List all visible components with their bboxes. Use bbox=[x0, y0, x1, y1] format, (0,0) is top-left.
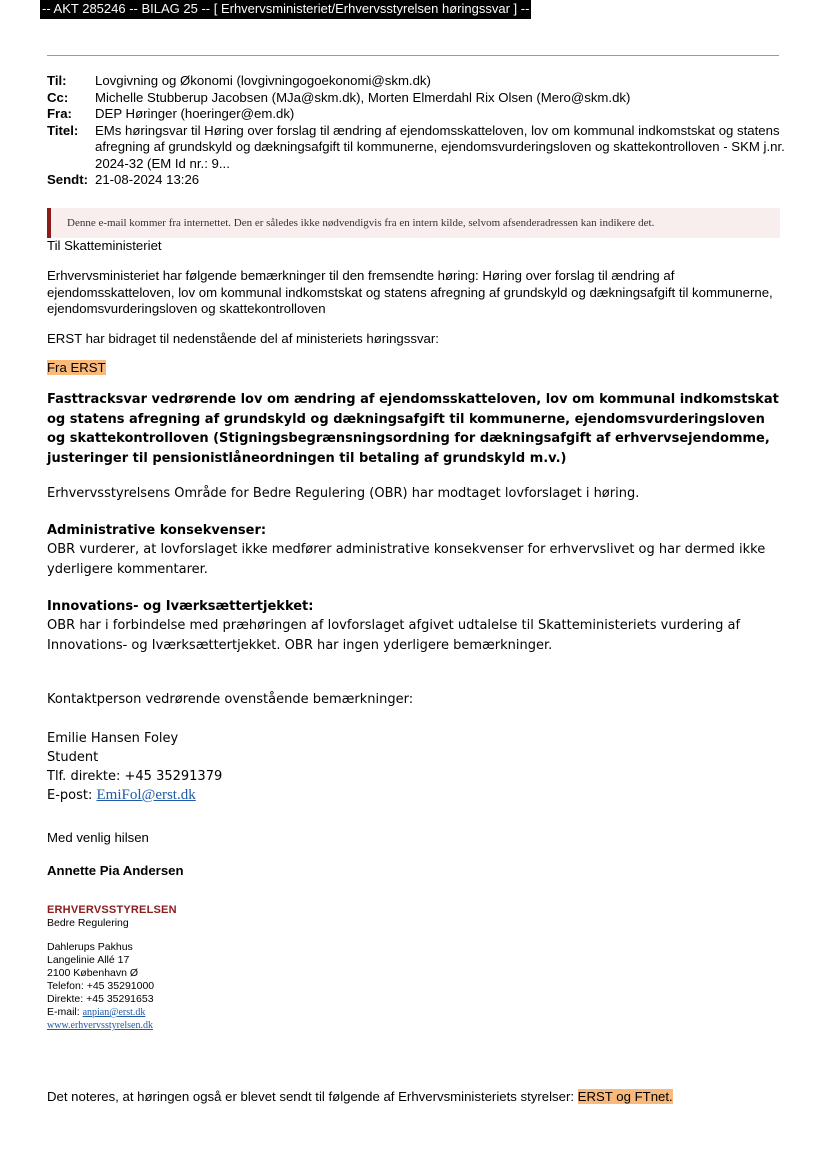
external-email-warning: Denne e-mail kommer fra internettet. Den er således ikke nødvendigvis fra en intern kilde, selvom afsenderadressen kan indikere det. bbox=[47, 208, 780, 238]
header-value-to: Lovgivning og Økonomi (lovgivningogoekonomi@skm.dk) bbox=[95, 73, 431, 88]
contact-email-link[interactable]: EmiFol@erst.dk bbox=[96, 787, 196, 803]
header-label: Cc: bbox=[47, 89, 69, 105]
email-headers bbox=[47, 73, 787, 189]
response-heading: Fasttracksvar vedrørende lov om ændring af ejendomsskatteloven, lov om kommunal indkomstskat og statens afregning af grundskyld og dækningsafgift til kommunerne, ejendomsvurderingsloven og skattekontrolloven (Stigningsbegrænsningsordning for dækningsafgift af erhvervsejendomme, justeringer til pensionistlåneordningen til betaling af grundskyld m.v.) bbox=[47, 392, 779, 466]
signature-organization: ERHVERVSSTYRELSEN bbox=[47, 904, 177, 916]
greeting: Til Skatteministeriet bbox=[47, 238, 162, 253]
contact-title: Student bbox=[47, 750, 99, 765]
header-label: Sendt: bbox=[47, 172, 89, 187]
header-value-title: EMs høringsvar til Høring over forslag til ændring af ejendomsskatteloven, lov om kommunal indkomstskat og statens afregning af grundskyld og dækningsafgift til kommunerne, ejendomsvurderingsloven og skattekontrolloven - SKM j.nr. 2024-32 (EM Id nr.: 9... bbox=[95, 122, 785, 171]
header-value-sent: 21-08-2024 13:26 bbox=[95, 172, 200, 187]
signature-web-line bbox=[47, 1019, 153, 1033]
from-erst-tag: Fra ERST bbox=[47, 360, 106, 375]
signature-address-2: Langelinie Allé 17 bbox=[47, 954, 130, 966]
contribution-note: ERST har bidraget til nedenstående del af ministeriets høringssvar: bbox=[47, 331, 439, 346]
signature-address-3: 2100 København Ø bbox=[47, 967, 139, 979]
header-label: Fra: bbox=[47, 106, 72, 121]
contact-email-label: E-post: bbox=[47, 788, 97, 803]
contact-intro: Kontaktperson vedrørende ovenstående bemærkninger: bbox=[47, 692, 414, 707]
from-erst-tag-wrap bbox=[47, 360, 782, 377]
document-banner: -- AKT 285246 -- BILAG 25 -- [ Erhvervsministeriet/Erhvervsstyrelsen høringssvar ] -- bbox=[40, 0, 531, 19]
signature-phone: Telefon: +45 35291000 bbox=[47, 980, 155, 992]
header-row-cc bbox=[47, 90, 787, 107]
contact-phone: Tlf. direkte: +45 35291379 bbox=[47, 769, 223, 784]
signature-email-label: E-mail: bbox=[47, 1006, 83, 1018]
intro-paragraph: Erhvervsministeriet har følgende bemærkninger til den fremsendte høring: Høring over forslag til ændring af ejendomsskatteloven, lov om kommunal indkomstskat og statens afregning af grundskyld og dækningsafgift til kommunerne, ejendomsvurderingsloven og skattekontrolloven bbox=[47, 268, 773, 316]
header-divider bbox=[47, 55, 779, 56]
header-row-to bbox=[47, 73, 787, 90]
header-value-from: DEP Høringer (hoeringer@em.dk) bbox=[95, 106, 295, 121]
signature-email-line bbox=[47, 1006, 145, 1020]
footer-note bbox=[47, 1089, 782, 1106]
obr-intro: Erhvervsstyrelsens Område for Bedre Regulering (OBR) har modtaget lovforslaget i høring. bbox=[47, 486, 640, 501]
innovation-heading: Innovations- og Iværksættertjekket: bbox=[47, 599, 314, 614]
header-label: Til: bbox=[47, 73, 67, 88]
signature-web-link[interactable]: www.erhvervsstyrelsen.dk bbox=[47, 1020, 153, 1031]
header-value-cc: Michelle Stubberup Jacobsen (MJa@skm.dk), Morten Elmerdahl Rix Olsen (Mero@skm.dk) bbox=[95, 89, 631, 105]
admin-text: OBR vurderer, at lovforslaget ikke medfører administrative konsekvenser for erhvervslivet og har dermed ikke yderligere kommentarer. bbox=[47, 542, 766, 577]
header-row-from bbox=[47, 106, 787, 123]
header-label: Titel: bbox=[47, 122, 79, 138]
closing: Med venlig hilsen bbox=[47, 830, 149, 845]
signature-direct: Direkte: +45 35291653 bbox=[47, 993, 154, 1005]
signature-email-link[interactable]: anpian@erst.dk bbox=[82, 1007, 146, 1018]
innovation-text: OBR har i forbindelse med præhøringen af lovforslaget afgivet udtalelse til Skatteministeriets vurdering af Innovations- og Iværksættertjekket. OBR har ingen yderligere bemærkninger. bbox=[47, 618, 741, 653]
contact-name: Emilie Hansen Foley bbox=[47, 731, 179, 746]
footer-text: Det noteres, at høringen også er blevet sendt til følgende af Erhvervsministeriets styrelser: bbox=[47, 1089, 578, 1104]
header-row-sent bbox=[47, 172, 787, 189]
header-row-title bbox=[47, 123, 787, 173]
signature-address-1: Dahlerups Pakhus bbox=[47, 941, 133, 953]
signer-name: Annette Pia Andersen bbox=[47, 863, 184, 878]
contact-email-line bbox=[47, 786, 787, 806]
signature-department: Bedre Regulering bbox=[47, 917, 129, 929]
admin-heading: Administrative konsekvenser: bbox=[47, 523, 267, 538]
footer-highlight: ERST og FTnet. bbox=[577, 1089, 673, 1104]
